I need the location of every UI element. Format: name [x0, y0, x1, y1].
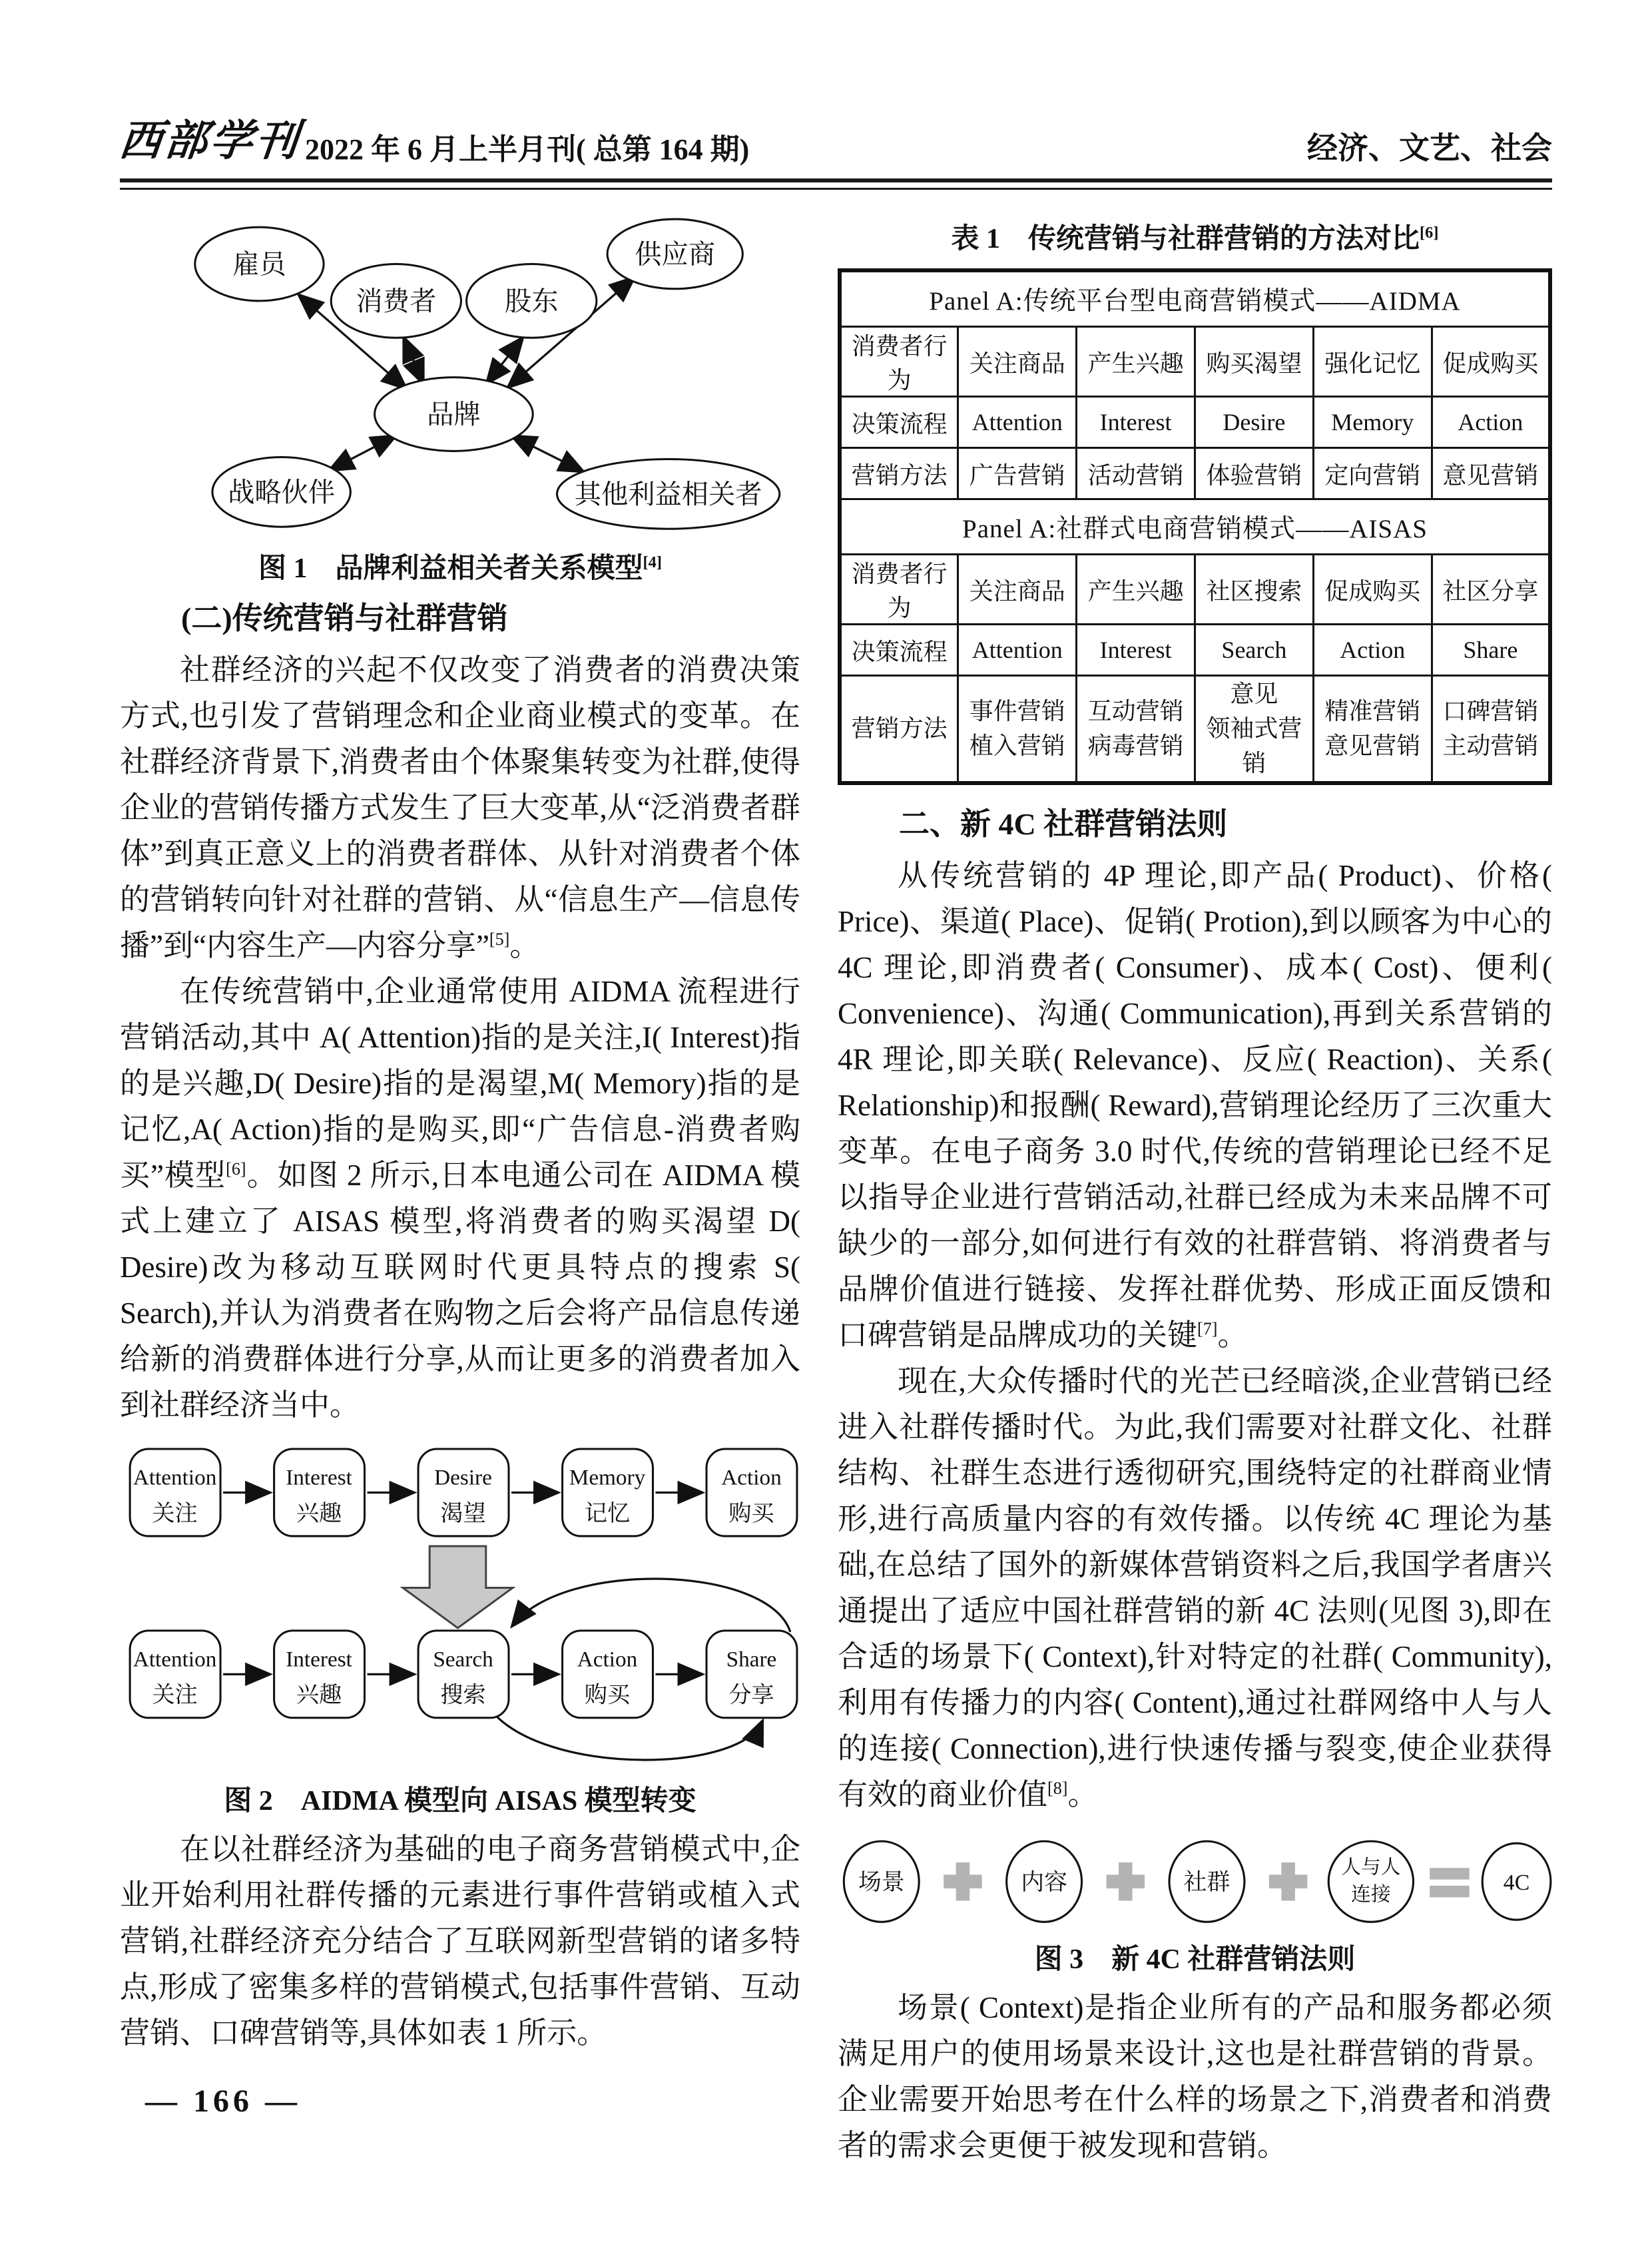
node-content [1007, 1841, 1082, 1922]
table-cell: Action [1432, 397, 1550, 448]
equals-icon [1430, 1868, 1470, 1897]
svg-text:关注: 关注 [152, 1682, 198, 1708]
journal-logo: 西部学刊 [117, 117, 304, 164]
svg-text:连接: 连接 [1351, 1883, 1391, 1906]
svg-text:Share: Share [726, 1647, 777, 1672]
citation-ref: [6] [226, 1159, 246, 1179]
table-row [840, 499, 1550, 555]
figure-1-caption-ref: [4] [643, 553, 662, 572]
svg-text:雇员: 雇员 [232, 249, 286, 280]
two-column-body [120, 214, 1552, 2169]
table-cell: 促成购买 [1432, 327, 1550, 397]
new-4c-formula [838, 1838, 1552, 1926]
cell-line: 互动营销 [1087, 698, 1184, 725]
table-cell: Share [1432, 625, 1550, 676]
svg-text:供应商: 供应商 [635, 239, 716, 270]
figure-3-caption: 图 3 新 4C 社群营销法则 [1034, 1944, 1356, 1976]
node-connection [1328, 1841, 1413, 1922]
figure-2 [120, 1446, 800, 1818]
node-community [1169, 1841, 1244, 1922]
paragraph-text: 。 [1217, 1318, 1248, 1352]
citation-ref: [7] [1197, 1318, 1218, 1338]
table-cell: Interest [1077, 625, 1195, 676]
svg-text:兴趣: 兴趣 [296, 1501, 342, 1527]
node-context [844, 1841, 919, 1922]
node-employee [195, 227, 324, 301]
left-column [120, 214, 800, 2169]
svg-text:战略伙伴: 战略伙伴 [228, 477, 336, 507]
table-row [840, 625, 1550, 676]
svg-text:兴趣: 兴趣 [296, 1682, 342, 1708]
table-cell: Memory [1313, 397, 1432, 448]
svg-text:Action: Action [577, 1647, 638, 1672]
subsection-heading: (二)传统营销与社群营销 [181, 601, 508, 636]
table-cell: 广告营销 [958, 448, 1077, 499]
svg-text:Desire: Desire [434, 1465, 492, 1490]
cell-line: 主动营销 [1442, 732, 1539, 760]
plus-icon [1269, 1862, 1307, 1900]
cell-line: 植入营销 [969, 732, 1065, 760]
cell-line: 领袖式营销 [1206, 715, 1302, 777]
loop-arrow-top [513, 1579, 790, 1632]
node-shareholder [467, 264, 597, 338]
figure-2-caption: 图 2 AIDMA 模型向 AISAS 模型转变 [224, 1785, 696, 1817]
plus-icon [1107, 1862, 1145, 1900]
paragraph: 在以社群经济为基础的电子商务营销模式中,企业开始利用社群传播的元素进行事件营销或植入式营销,社群经济充分结合了互联网新型营销的诸多特点,形成了密集多样的营销模式,包括事件营销、互动营销、口碑营销等,具体如表 1 所示。 [120, 1832, 800, 2050]
section-label: 经济、文艺、社会 [1307, 131, 1552, 165]
table-cell [1195, 676, 1313, 783]
cell-line: 意见 [1230, 681, 1278, 707]
table-row [840, 555, 1550, 625]
svg-text:场景: 场景 [858, 1868, 905, 1895]
table-cell [1313, 676, 1432, 783]
svg-text:4C: 4C [1503, 1870, 1530, 1895]
node-4c [1482, 1843, 1551, 1920]
paragraph [120, 969, 800, 1428]
cell-line: 精准营销 [1324, 698, 1421, 725]
svg-text:渴望: 渴望 [440, 1501, 486, 1527]
link-brand-strategic [330, 436, 395, 469]
paragraph-text: 现在,大众传播时代的光芒已经暗淡,企业营销已经进入社群传播时代。为此,我们需要对社群文化、社群结构、社群生态进行透彻研究,围绕特定的社群商业情形,进行高质量内容的有效传播。以传统 4C 理论为基础,在总结了国外的新媒体营销资料之后,我国学者唐兴通提出了适应中国社群营销的新 4C 法则(见图 3),即在合适的场景下( Context),针对特定的社群( Community),利用有传播力的内容( Content),通过社群网络中人与人的连接( Connection),进行快速传播与裂变,使企业获得有效的商业价值 [838, 1364, 1552, 1811]
page-number: — 166 — [145, 2083, 301, 2119]
svg-text:Search: Search [433, 1647, 493, 1672]
node-other-stakeholders [557, 459, 779, 529]
node-brand [375, 378, 533, 451]
table-cell [958, 676, 1077, 783]
table-row [840, 327, 1550, 397]
table-cell: 社区分享 [1432, 555, 1550, 625]
table-row [840, 676, 1550, 783]
svg-text:内容: 内容 [1021, 1868, 1068, 1895]
table-cell [1077, 676, 1195, 783]
svg-text:Memory: Memory [569, 1465, 646, 1490]
table-1-title-text: 表 1 传统营销与社群营销的方法对比 [951, 224, 1420, 254]
svg-text:分享: 分享 [728, 1682, 774, 1708]
stakeholder-diagram [120, 214, 800, 535]
table-cell: 关注商品 [958, 327, 1077, 397]
svg-text:购买: 购买 [584, 1682, 631, 1708]
table-1 [838, 268, 1552, 785]
issue-info: 2022 年 6 月上半月刊( 总第 164 期) [305, 133, 750, 166]
node-consumer [331, 264, 461, 338]
table-cell: 决策流程 [840, 625, 958, 676]
citation-ref: [5] [489, 930, 510, 950]
cell-line: 事件营销 [969, 698, 1065, 725]
svg-text:社群: 社群 [1183, 1868, 1231, 1895]
svg-text:人与人: 人与人 [1341, 1855, 1401, 1878]
table-cell: 活动营销 [1077, 448, 1195, 499]
flow-row-aisas [130, 1631, 797, 1718]
table-cell: Desire [1195, 397, 1313, 448]
table-cell: Search [1195, 625, 1313, 676]
table-row [840, 397, 1550, 448]
table-cell: 强化记忆 [1313, 327, 1432, 397]
svg-text:Action: Action [721, 1465, 782, 1490]
table-cell: Attention [958, 397, 1077, 448]
svg-text:Interest: Interest [286, 1647, 352, 1672]
table-cell: Action [1313, 625, 1432, 676]
table-cell: 关注商品 [958, 555, 1077, 625]
paragraph-text: 。 [1067, 1777, 1098, 1811]
table-cell: 营销方法 [840, 448, 958, 499]
svg-text:关注: 关注 [152, 1501, 198, 1527]
table-row [840, 270, 1550, 327]
svg-text:股东: 股东 [504, 286, 559, 316]
citation-ref: [6] [1420, 224, 1439, 242]
node-strategic-partner [212, 457, 350, 527]
table-cell: 购买渴望 [1195, 327, 1313, 397]
svg-text:Attention: Attention [133, 1465, 217, 1490]
figure-3 [838, 1838, 1552, 1977]
cell-line: 意见营销 [1324, 732, 1421, 760]
paragraph-text: 社群经济的兴起不仅改变了消费者的消费决策方式,也引发了营销理念和企业商业模式的变革。在社群经济背景下,消费者由个体聚集转变为社群,使得企业的营销传播方式发生了巨大变革,从“泛消费者群体”到真正意义上的消费者群体、从针对消费者个体的营销转向针对社群的营销、从“信息生产—信息传播”到“内容生产—内容分享” [120, 653, 800, 963]
paragraph-text: 。 [509, 929, 540, 963]
table-cell: 产生兴趣 [1077, 327, 1195, 397]
link-brand-shareholder [487, 338, 522, 382]
table-cell: 体验营销 [1195, 448, 1313, 499]
paragraph-text: 在传统营销中,企业通常使用 AIDMA 流程进行营销活动,其中 A( Attention)指的是关注,I( Interest)指的是兴趣,D( Desire)指的是渴望,M( Memory)指的是记忆,A( Action)指的是购买,即“广告信息-消费者购买”模型 [120, 975, 800, 1193]
svg-text:消费者: 消费者 [356, 286, 437, 316]
table-1-title [838, 216, 1552, 256]
paragraph [838, 1358, 1552, 1818]
paragraph [838, 853, 1552, 1358]
citation-ref: [8] [1047, 1778, 1068, 1798]
down-block-arrow-icon [403, 1546, 513, 1628]
table-cell: 定向营销 [1313, 448, 1432, 499]
table-row [840, 448, 1550, 499]
loop-arrow-bottom [497, 1717, 762, 1760]
table-panel-a: Panel A:传统平台型电商营销模式——AIDMA [840, 270, 1550, 327]
link-brand-other [513, 436, 583, 471]
figure-1-caption [120, 546, 800, 586]
link-brand-consumer [404, 338, 423, 382]
table-cell: Interest [1077, 397, 1195, 448]
figure-1-caption-text: 图 1 品牌利益相关者关系模型 [258, 553, 643, 585]
table-cell: 营销方法 [840, 676, 958, 783]
table-cell: Attention [958, 625, 1077, 676]
svg-text:搜索: 搜索 [440, 1682, 486, 1708]
aidma-aisas-flow [120, 1446, 800, 1767]
table-cell: 促成购买 [1313, 555, 1432, 625]
table-cell [1432, 676, 1550, 783]
page-header [117, 107, 1552, 168]
svg-text:品牌: 品牌 [427, 400, 481, 430]
svg-text:Attention: Attention [133, 1647, 217, 1672]
node-supplier [607, 219, 742, 289]
svg-text:购买: 购买 [728, 1501, 774, 1527]
right-column [838, 214, 1552, 2169]
paragraph-text: 。如图 2 所示,日本电通公司在 AIDMA 模式上建立了 AISAS 模型,将消费者的购买渴望 D( Desire)改为移动互联网时代更具特点的搜索 S( Search),并认为消费者在购物之后会将产品信息传递给新的消费群体进行分享,从而让更多的消费者加入到社群经济当中。 [120, 1159, 800, 1422]
table-cell: 产生兴趣 [1077, 555, 1195, 625]
svg-text:记忆: 记忆 [584, 1501, 631, 1527]
header-left [117, 107, 750, 168]
header-rule [120, 178, 1552, 190]
section-heading: 二、新 4C 社群营销法则 [899, 806, 1228, 841]
flow-row-aidma [130, 1449, 797, 1536]
plus-icon [944, 1862, 981, 1900]
cell-line: 口碑营销 [1442, 698, 1539, 725]
table-cell: 消费者行为 [840, 555, 958, 625]
table-cell: 决策流程 [840, 397, 958, 448]
table-cell: 意见营销 [1432, 448, 1550, 499]
svg-text:其他利益相关者: 其他利益相关者 [574, 479, 762, 509]
cell-line: 病毒营销 [1087, 732, 1184, 760]
paragraph-text: 从传统营销的 4P 理论,即产品( Product)、价格( Price)、渠道( Place)、促销( Protion),到以顾客为中心的 4C 理论,即消费者( Consumer)、成本( Cost)、便利( Convenience)、沟通( Communication),再到关系营销的 4R 理论,即关联( Relevance)、反应( Reaction)、关系( Relationship)和报酬( Reward),营销理论经历了三次重大变革。在电子商务 3.0 时代,传统的营销理论已经不足以指导企业进行营销活动,社群已经成为未来品牌不可缺少的一部分,如何进行有效的社群营销、将消费者与品牌价值进行链接、发挥社群优势、形成正面反馈和口碑营销是品牌成功的关键 [838, 858, 1552, 1352]
table-cell: 消费者行为 [840, 327, 958, 397]
figure-1 [120, 214, 800, 586]
table-cell: 社区搜索 [1195, 555, 1313, 625]
paragraph [120, 647, 800, 969]
svg-text:Interest: Interest [286, 1465, 352, 1490]
table-panel-b: Panel A:社群式电商营销模式——AISAS [840, 499, 1550, 555]
paragraph: 场景( Context)是指企业所有的产品和服务都必须满足用户的使用场景来设计,这也是社群营销的背景。企业需要开始思考在什么样的场景之下,消费者和消费者的需求会更便于被发现和营销。 [838, 1991, 1552, 2163]
